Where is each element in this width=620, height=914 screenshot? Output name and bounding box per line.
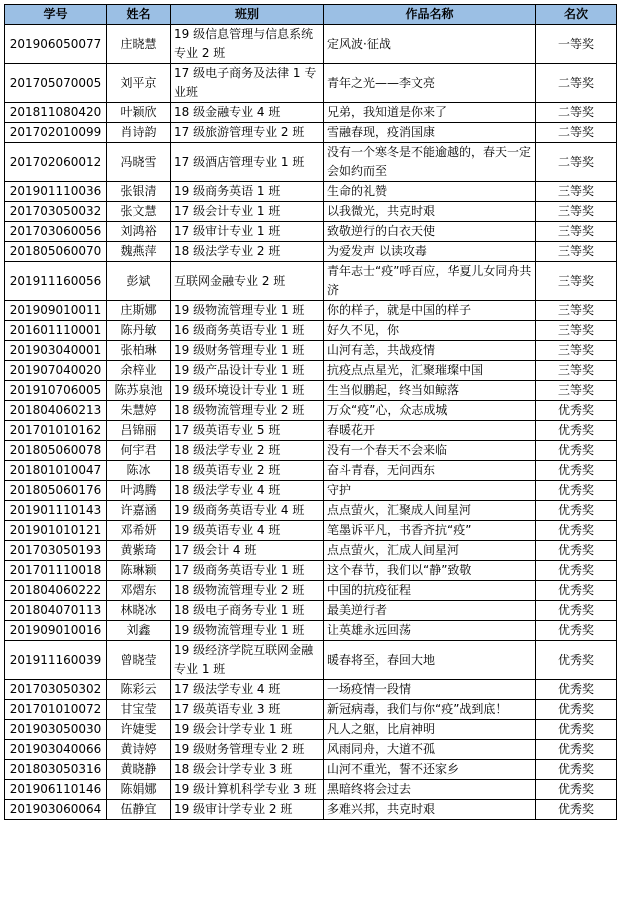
work-title-cell: 生命的礼赞 [324, 182, 536, 202]
student-id-cell: 201911160039 [5, 641, 107, 680]
table-row [5, 381, 617, 401]
student-name-cell: 曾晓莹 [107, 641, 171, 680]
table-row [5, 641, 617, 680]
rank-cell: 优秀奖 [536, 401, 617, 421]
student-name-cell: 黄紫琦 [107, 541, 171, 561]
class-cell: 18 级会计学专业 3 班 [171, 760, 324, 780]
class-cell: 19 级财务管理专业 1 班 [171, 341, 324, 361]
header-name: 姓名 [107, 5, 171, 25]
student-id-cell: 201701110018 [5, 561, 107, 581]
class-cell: 17 级英语专业 3 班 [171, 700, 324, 720]
work-title-cell: 中国的抗疫征程 [324, 581, 536, 601]
student-name-cell: 刘平京 [107, 64, 171, 103]
work-title-cell: 多难兴邦，共克时艰 [324, 800, 536, 820]
header-class: 班别 [171, 5, 324, 25]
student-id-cell: 201903040066 [5, 740, 107, 760]
table-row [5, 481, 617, 501]
work-title-cell: 春暖花开 [324, 421, 536, 441]
rank-cell: 优秀奖 [536, 700, 617, 720]
student-name-cell: 叶鸿腾 [107, 481, 171, 501]
rank-cell: 优秀奖 [536, 461, 617, 481]
work-title-cell: 一场疫情一段情 [324, 680, 536, 700]
work-title-cell: 暖春将至，春回大地 [324, 641, 536, 680]
table-row [5, 760, 617, 780]
class-cell: 19 级商务英语 1 班 [171, 182, 324, 202]
class-cell: 18 级法学专业 4 班 [171, 481, 324, 501]
rank-cell: 三等奖 [536, 182, 617, 202]
table-row [5, 341, 617, 361]
work-title-cell: 为爱发声 以读攻毒 [324, 242, 536, 262]
work-title-cell: 让英雄永远回荡 [324, 621, 536, 641]
class-cell: 17 级旅游管理专业 2 班 [171, 123, 324, 143]
student-name-cell: 陈彩云 [107, 680, 171, 700]
table-row [5, 143, 617, 182]
class-cell: 互联网金融专业 2 班 [171, 262, 324, 301]
work-title-cell: 生当似鹏起，终当如鲸落 [324, 381, 536, 401]
student-id-cell: 201703050032 [5, 202, 107, 222]
header-row [5, 5, 617, 25]
student-name-cell: 黄诗婷 [107, 740, 171, 760]
rank-cell: 优秀奖 [536, 680, 617, 700]
student-name-cell: 许婕雯 [107, 720, 171, 740]
student-name-cell: 陈冰 [107, 461, 171, 481]
work-title-cell: 凡人之躯，比肩神明 [324, 720, 536, 740]
student-id-cell: 201804060222 [5, 581, 107, 601]
rank-cell: 优秀奖 [536, 720, 617, 740]
table-row [5, 601, 617, 621]
work-title-cell: 雪融春现，疫消国康 [324, 123, 536, 143]
student-name-cell: 许嘉涵 [107, 501, 171, 521]
student-id-cell: 201805060078 [5, 441, 107, 461]
rank-cell: 三等奖 [536, 341, 617, 361]
rank-cell: 三等奖 [536, 262, 617, 301]
student-name-cell: 邓希妍 [107, 521, 171, 541]
rank-cell: 三等奖 [536, 361, 617, 381]
rank-cell: 优秀奖 [536, 740, 617, 760]
rank-cell: 二等奖 [536, 64, 617, 103]
work-title-cell: 致敬逆行的白衣天使 [324, 222, 536, 242]
student-name-cell: 吕锦丽 [107, 421, 171, 441]
class-cell: 18 级金融专业 4 班 [171, 103, 324, 123]
work-title-cell: 好久不见，你 [324, 321, 536, 341]
class-cell: 17 级英语专业 5 班 [171, 421, 324, 441]
class-cell: 16 级商务英语专业 1 班 [171, 321, 324, 341]
student-id-cell: 201903040001 [5, 341, 107, 361]
award-table [4, 4, 617, 820]
table-row [5, 621, 617, 641]
work-title-cell: 抗疫点点星光，汇聚璀璨中国 [324, 361, 536, 381]
student-id-cell: 201805060176 [5, 481, 107, 501]
class-cell: 19 级物流管理专业 1 班 [171, 621, 324, 641]
rank-cell: 优秀奖 [536, 481, 617, 501]
class-cell: 18 级法学专业 2 班 [171, 242, 324, 262]
student-name-cell: 陈琳颖 [107, 561, 171, 581]
rank-cell: 三等奖 [536, 202, 617, 222]
header-student-id: 学号 [5, 5, 107, 25]
rank-cell: 二等奖 [536, 103, 617, 123]
student-name-cell: 邓熠东 [107, 581, 171, 601]
table-row [5, 401, 617, 421]
student-id-cell: 201811080420 [5, 103, 107, 123]
student-name-cell: 余梓业 [107, 361, 171, 381]
student-name-cell: 冯晓雪 [107, 143, 171, 182]
work-title-cell: 以我微光，共克时艰 [324, 202, 536, 222]
work-title-cell: 新冠病毒，我们与你“疫”战到底！ [324, 700, 536, 720]
class-cell: 19 级产品设计专业 1 班 [171, 361, 324, 381]
work-title-cell: 守护 [324, 481, 536, 501]
rank-cell: 优秀奖 [536, 421, 617, 441]
table-row [5, 123, 617, 143]
rank-cell: 优秀奖 [536, 561, 617, 581]
student-name-cell: 魏燕萍 [107, 242, 171, 262]
student-name-cell: 肖诗韵 [107, 123, 171, 143]
student-id-cell: 201805060070 [5, 242, 107, 262]
student-id-cell: 201702010099 [5, 123, 107, 143]
class-cell: 17 级审计专业 1 班 [171, 222, 324, 242]
student-name-cell: 陈丹敏 [107, 321, 171, 341]
class-cell: 18 级物流管理专业 2 班 [171, 401, 324, 421]
student-id-cell: 201703050193 [5, 541, 107, 561]
rank-cell: 优秀奖 [536, 541, 617, 561]
work-title-cell: 没有一个寒冬是不能逾越的，春天一定会如约而至 [324, 143, 536, 182]
work-title-cell: 点点萤火，汇成人间星河 [324, 541, 536, 561]
work-title-cell: 你的样子，就是中国的样子 [324, 301, 536, 321]
work-title-cell: 定风波·征战 [324, 25, 536, 64]
class-cell: 19 级经济学院互联网金融专业 1 班 [171, 641, 324, 680]
student-name-cell: 甘宝莹 [107, 700, 171, 720]
class-cell: 18 级物流管理专业 2 班 [171, 581, 324, 601]
rank-cell: 优秀奖 [536, 780, 617, 800]
work-title-cell: 这个春节，我们以“静”致敬 [324, 561, 536, 581]
work-title-cell: 青年之光——李文亮 [324, 64, 536, 103]
table-row [5, 720, 617, 740]
student-name-cell: 陈娟娜 [107, 780, 171, 800]
class-cell: 17 级电子商务及法律 1 专业班 [171, 64, 324, 103]
table-row [5, 680, 617, 700]
student-id-cell: 201903060064 [5, 800, 107, 820]
table-row [5, 25, 617, 64]
table-row [5, 421, 617, 441]
rank-cell: 一等奖 [536, 25, 617, 64]
class-cell: 19 级英语专业 4 班 [171, 521, 324, 541]
rank-cell: 二等奖 [536, 123, 617, 143]
student-name-cell: 张柏琳 [107, 341, 171, 361]
work-title-cell: 笔墨诉平凡，书香齐抗“疫” [324, 521, 536, 541]
rank-cell: 优秀奖 [536, 501, 617, 521]
class-cell: 18 级电子商务专业 1 班 [171, 601, 324, 621]
rank-cell: 三等奖 [536, 321, 617, 341]
rank-cell: 二等奖 [536, 143, 617, 182]
rank-cell: 优秀奖 [536, 601, 617, 621]
class-cell: 18 级英语专业 2 班 [171, 461, 324, 481]
table-row [5, 202, 617, 222]
student-id-cell: 201701010072 [5, 700, 107, 720]
work-title-cell: 黑暗终将会过去 [324, 780, 536, 800]
student-id-cell: 201701010162 [5, 421, 107, 441]
work-title-cell: 点点萤火，汇聚成人间星河 [324, 501, 536, 521]
table-row [5, 700, 617, 720]
student-name-cell: 张银清 [107, 182, 171, 202]
table-row [5, 182, 617, 202]
student-id-cell: 201906110146 [5, 780, 107, 800]
student-name-cell: 伍静宜 [107, 800, 171, 820]
rank-cell: 优秀奖 [536, 800, 617, 820]
class-cell: 17 级酒店管理专业 1 班 [171, 143, 324, 182]
class-cell: 18 级法学专业 2 班 [171, 441, 324, 461]
work-title-cell: 奋斗青春，无问西东 [324, 461, 536, 481]
student-name-cell: 刘鑫 [107, 621, 171, 641]
rank-cell: 三等奖 [536, 242, 617, 262]
student-id-cell: 201909010016 [5, 621, 107, 641]
student-id-cell: 201901010121 [5, 521, 107, 541]
student-name-cell: 彭斌 [107, 262, 171, 301]
student-name-cell: 庄晓慧 [107, 25, 171, 64]
student-id-cell: 201901110036 [5, 182, 107, 202]
work-title-cell: 青年志士“疫”呼百应，华夏儿女同舟共济 [324, 262, 536, 301]
class-cell: 19 级审计学专业 2 班 [171, 800, 324, 820]
student-name-cell: 庄斯娜 [107, 301, 171, 321]
table-row [5, 301, 617, 321]
table-row [5, 461, 617, 481]
student-id-cell: 201803050316 [5, 760, 107, 780]
table-row [5, 262, 617, 301]
rank-cell: 优秀奖 [536, 521, 617, 541]
student-id-cell: 201702060012 [5, 143, 107, 182]
student-id-cell: 201901110143 [5, 501, 107, 521]
table-row [5, 581, 617, 601]
table-body [5, 25, 617, 820]
class-cell: 19 级环境设计专业 1 班 [171, 381, 324, 401]
rank-cell: 优秀奖 [536, 441, 617, 461]
student-id-cell: 201804060213 [5, 401, 107, 421]
work-title-cell: 山河有恙，共战疫情 [324, 341, 536, 361]
class-cell: 19 级会计学专业 1 班 [171, 720, 324, 740]
student-id-cell: 201705070005 [5, 64, 107, 103]
rank-cell: 优秀奖 [536, 760, 617, 780]
table-row [5, 780, 617, 800]
student-id-cell: 201906050077 [5, 25, 107, 64]
student-name-cell: 林晓冰 [107, 601, 171, 621]
work-title-cell: 最美逆行者 [324, 601, 536, 621]
rank-cell: 优秀奖 [536, 581, 617, 601]
header-work-title: 作品名称 [324, 5, 536, 25]
class-cell: 19 级信息管理与信息系统专业 2 班 [171, 25, 324, 64]
student-name-cell: 刘鸿裕 [107, 222, 171, 242]
rank-cell: 优秀奖 [536, 621, 617, 641]
student-id-cell: 201910706005 [5, 381, 107, 401]
student-name-cell: 张文慧 [107, 202, 171, 222]
work-title-cell: 风雨同舟，大道不孤 [324, 740, 536, 760]
student-id-cell: 201801010047 [5, 461, 107, 481]
class-cell: 17 级法学专业 4 班 [171, 680, 324, 700]
rank-cell: 三等奖 [536, 222, 617, 242]
student-id-cell: 201703050302 [5, 680, 107, 700]
work-title-cell: 兄弟，我知道是你来了 [324, 103, 536, 123]
student-id-cell: 201703060056 [5, 222, 107, 242]
student-name-cell: 陈苏泉池 [107, 381, 171, 401]
class-cell: 19 级物流管理专业 1 班 [171, 301, 324, 321]
header-rank: 名次 [536, 5, 617, 25]
rank-cell: 三等奖 [536, 381, 617, 401]
student-name-cell: 朱慧婷 [107, 401, 171, 421]
student-id-cell: 201903050030 [5, 720, 107, 740]
table-row [5, 103, 617, 123]
student-id-cell: 201909010011 [5, 301, 107, 321]
class-cell: 19 级财务管理专业 2 班 [171, 740, 324, 760]
student-id-cell: 201601110001 [5, 321, 107, 341]
table-row [5, 441, 617, 461]
student-name-cell: 何宇君 [107, 441, 171, 461]
student-id-cell: 201907040020 [5, 361, 107, 381]
table-row [5, 800, 617, 820]
work-title-cell: 山河不重光，誓不还家乡 [324, 760, 536, 780]
table-row [5, 361, 617, 381]
table-row [5, 541, 617, 561]
class-cell: 17 级商务英语专业 1 班 [171, 561, 324, 581]
work-title-cell: 万众“疫”心，众志成城 [324, 401, 536, 421]
table-row [5, 64, 617, 103]
class-cell: 17 级会计 4 班 [171, 541, 324, 561]
student-name-cell: 叶颖欣 [107, 103, 171, 123]
student-id-cell: 201911160056 [5, 262, 107, 301]
class-cell: 19 级计算机科学专业 3 班 [171, 780, 324, 800]
class-cell: 17 级会计专业 1 班 [171, 202, 324, 222]
table-row [5, 242, 617, 262]
rank-cell: 三等奖 [536, 301, 617, 321]
table-row [5, 561, 617, 581]
table-row [5, 740, 617, 760]
table-row [5, 521, 617, 541]
rank-cell: 优秀奖 [536, 641, 617, 680]
table-row [5, 321, 617, 341]
class-cell: 19 级商务英语专业 4 班 [171, 501, 324, 521]
student-name-cell: 黄晓静 [107, 760, 171, 780]
work-title-cell: 没有一个春天不会来临 [324, 441, 536, 461]
student-id-cell: 201804070113 [5, 601, 107, 621]
table-row [5, 501, 617, 521]
table-row [5, 222, 617, 242]
